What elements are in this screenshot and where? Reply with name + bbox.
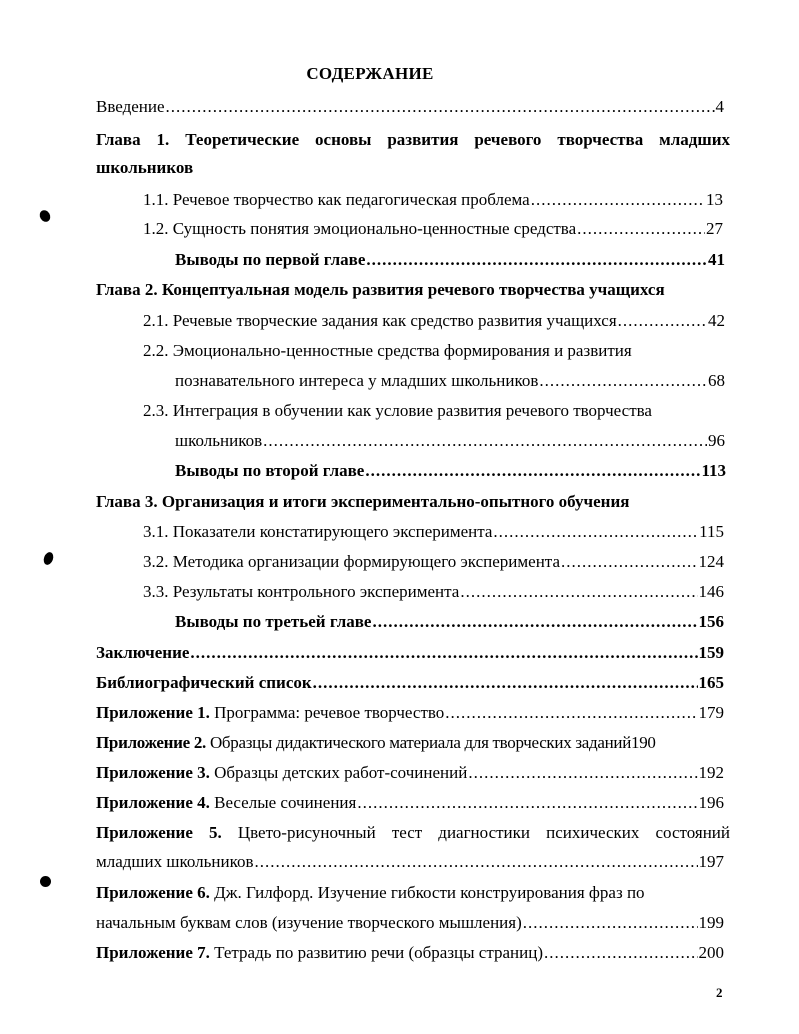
toc-entry-3-2 (143, 550, 724, 574)
toc-entry-conclusions-3 (175, 610, 724, 634)
entry-page: 200 (698, 943, 724, 962)
dot-leader (531, 188, 705, 212)
dot-leader (365, 459, 700, 483)
entry-label: начальным буквам слов (изучение творческого мышления) (96, 913, 522, 932)
appendix-prefix: Приложение 4. (96, 793, 210, 812)
entry-page: 159 (698, 643, 724, 662)
dot-leader (372, 610, 697, 634)
entry-page: 113 (701, 461, 726, 480)
entry-label: Тетрадь по развитию речи (образцы страниц) (214, 943, 543, 962)
entry-page: 190 (631, 733, 656, 752)
entry-label: Образцы детских работ-сочинений (214, 763, 468, 782)
entry-label: Цвето-рисуночный тест диагностики психических состояний (237, 823, 730, 842)
dot-leader (190, 641, 697, 665)
dot-leader (255, 850, 698, 874)
entry-label: 1.1. Речевое творчество как педагогическая проблема (143, 190, 530, 209)
page-number: 2 (716, 985, 723, 1000)
entry-page: 68 (708, 371, 725, 390)
toc-entry-conclusions-1 (175, 248, 725, 272)
entry-label: 3.2. Методика организации формирующего эксперимента (143, 552, 560, 571)
toc-entry-bibliography (96, 671, 724, 695)
entry-page: 4 (715, 97, 724, 116)
entry-label: Программа: речевое творчество (214, 703, 445, 722)
toc-entry-appendix-5-line2 (96, 850, 724, 874)
entry-label: Образцы дидактического материала для творческих заданий (209, 733, 631, 752)
entry-page: 13 (706, 190, 723, 209)
toc-entry-appendix-4 (96, 791, 724, 815)
toc-entry-3-1 (143, 520, 724, 544)
appendix-prefix: Приложение 1. (96, 703, 210, 722)
dot-leader (166, 95, 715, 119)
dot-leader (468, 761, 697, 785)
toc-entry-appendix-6-line2 (96, 911, 724, 935)
chapter-1-heading-line1: Глава 1. Теоретические основы развития речевого творчества младших (96, 130, 730, 149)
entry-page: 146 (698, 582, 724, 601)
entry-page: 196 (698, 793, 724, 812)
dot-leader (357, 791, 697, 815)
entry-label: познавательного интереса у младших школьников (175, 371, 539, 390)
entry-label: Веселые сочинения (214, 793, 357, 812)
entry-page: 124 (698, 552, 724, 571)
entry-label: Библиографический список (96, 673, 312, 692)
dot-leader (523, 911, 698, 935)
entry-label: 3.3. Результаты контрольного эксперимента (143, 582, 460, 601)
entry-label: Выводы по третьей главе (175, 612, 372, 631)
dot-leader (313, 671, 698, 695)
toc-entry-2-2-line2 (175, 369, 725, 393)
dot-leader (577, 217, 705, 241)
toc-entry-1-1 (143, 188, 723, 212)
toc-entry-2-2-line1: 2.2. Эмоционально-ценностные средства формирования и развития (143, 341, 632, 360)
chapter-2-heading: Глава 2. Концептуальная модель развития речевого творчества учащихся (96, 280, 665, 299)
entry-page: 199 (698, 913, 724, 932)
entry-label: Выводы по второй главе (175, 461, 365, 480)
dot-leader (618, 309, 707, 333)
dot-leader (366, 248, 707, 272)
entry-label: 3.1. Показатели констатирующего эксперимента (143, 522, 493, 541)
dot-leader (263, 429, 707, 453)
toc-entry-appendix-3 (96, 761, 724, 785)
toc-entry-3-3 (143, 580, 724, 604)
toc-entry-2-1 (143, 309, 725, 333)
entry-page: 192 (698, 763, 724, 782)
dot-leader (493, 520, 698, 544)
entry-page: 179 (698, 703, 724, 722)
toc-entry-conclusions-2 (175, 459, 726, 483)
entry-page: 165 (698, 673, 724, 692)
dot-leader (460, 580, 697, 604)
toc-entry-1-2 (143, 217, 723, 241)
scan-blot-mark (42, 551, 55, 566)
entry-page: 96 (708, 431, 725, 450)
appendix-prefix: Приложение 7. (96, 943, 210, 962)
chapter-3-heading: Глава 3. Организация и итоги экспериментально-опытного обучения (96, 492, 630, 511)
appendix-prefix: Приложение 3. (96, 763, 210, 782)
entry-page: 27 (706, 219, 723, 238)
toc-entry-conclusion (96, 641, 724, 665)
dot-leader (561, 550, 698, 574)
entry-label: школьников (175, 431, 263, 450)
dot-leader (544, 941, 698, 965)
toc-entry-appendix-7 (96, 941, 724, 965)
toc-entry-appendix-1 (96, 701, 724, 725)
entry-label: Введение (96, 97, 165, 116)
entry-page: 197 (698, 852, 724, 871)
toc-entry-appendix-2 (96, 731, 736, 755)
entry-page: 115 (699, 522, 724, 541)
appendix-prefix: Приложение 5. (96, 823, 222, 842)
scan-blot-mark (40, 876, 51, 887)
entry-page: 156 (698, 612, 724, 631)
entry-label: 1.2. Сущность понятия эмоционально-ценностные средства (143, 219, 577, 238)
dot-leader (445, 701, 697, 725)
dot-leader (539, 369, 707, 393)
entry-label: Выводы по первой главе (175, 250, 366, 269)
toc-entry-2-3-line2 (175, 429, 725, 453)
chapter-1-heading-line2: школьников (96, 158, 194, 177)
entry-page: 41 (708, 250, 725, 269)
appendix-prefix: Приложение 2. (96, 733, 206, 752)
entry-label: Дж. Гилфорд. Изучение гибкости конструирования фраз по (214, 883, 645, 902)
entry-label: 2.1. Речевые творческие задания как средство развития учащихся (143, 311, 617, 330)
toc-entry-appendix-6-line1 (96, 881, 645, 905)
toc-entry-appendix-5-line1 (96, 821, 730, 845)
toc-entry-intro (96, 95, 724, 119)
toc-entry-2-3-line1: 2.3. Интеграция в обучении как условие развития речевого творчества (143, 401, 652, 420)
entry-page: 42 (708, 311, 725, 330)
appendix-prefix: Приложение 6. (96, 883, 210, 902)
scan-blot-mark (38, 208, 53, 223)
entry-label: младших школьников (96, 852, 254, 871)
entry-label: Заключение (96, 643, 190, 662)
toc-title: СОДЕРЖАНИЕ (306, 64, 434, 83)
